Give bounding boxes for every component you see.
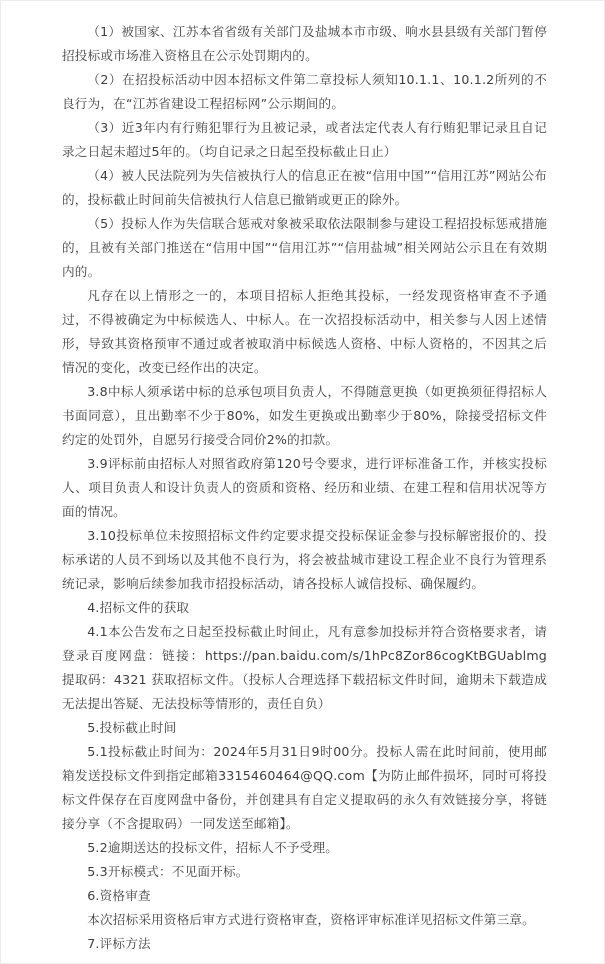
section-7-title: 7.评标方法	[87, 936, 151, 951]
section-5-title: 5.投标截止时间	[87, 720, 177, 735]
clause-5-1: 5.1投标截止时间为：2024年5月31日9时00分。投标人需在此时间前，使用邮箱发送投标文件到指定邮箱3315460464@QQ.com【为防止邮件损坏，同时可将投标文件保存在百度网盘中备份，并创建具有自定义提取码的永久有效链接分享，将链接分享（不含提取码）一同发送至邮箱】。	[62, 744, 547, 831]
clause-5-3: 5.3开标模式：不见面开标。	[87, 864, 249, 879]
ineligibility-clause-4: （4）被人民法院列为失信被执行人的信息正在被“信用中国”“信用江苏”网站公布的，投标截止时间前失信被执行人信息已撤销或更正的除外。	[62, 168, 547, 207]
clause-4-1: 4.1本公告发布之日起至投标截止时间止，凡有意参加投标并符合资格要求者，请登录百度网盘：链接：https://pan.baidu.com/s/1hPc8Zor86cogKtBGUablmg 提取码：4321 获取招标文件。（投标人合理选择下载招标文件时间，逾期未下载造成无法提出答疑、无法投标等情形的，责任自负）	[62, 624, 547, 711]
clause-3-10: 3.10投标单位未按照招标文件约定要求提交投标保证金参与投标解密报价的、投标承诺的人员不到场以及其他不良行为，将会被盐城市建设工程企业不良行为管理系统记录，影响后续参加我市招投标活动，请各投标人诚信投标、确保履约。	[62, 528, 547, 591]
ineligibility-clause-3: （3）近3年内有行贿犯罪行为且被记录，或者法定代表人有行贿犯罪记录且自记录之日起未超过5年的。（均自记录之日起至投标截止日止）	[62, 120, 547, 159]
clause-3-9: 3.9评标前由招标人对照省政府第120号令要求，进行评标准备工作，并核实投标人、项目负责人和设计负责人的资质和资格、经历和业绩、在建工程和信用状况等方面的情况。	[62, 456, 547, 519]
document-body	[62, 20, 547, 956]
ineligibility-clause-2: （2）在招投标活动中因本招标文件第二章投标人须知10.1.1、10.1.2所列的不良行为，在“江苏省建设工程招标网”公示期间的。	[62, 72, 547, 111]
clause-5-2: 5.2逾期送达的投标文件，招标人不予受理。	[87, 840, 339, 855]
ineligibility-clause-5: （5）投标人作为失信联合惩戒对象被采取依法限制参与建设工程招投标惩戒措施的，且被有关部门推送在“信用中国”“信用江苏”“信用盐城”相关网站公示且在有效期内的。	[62, 216, 547, 279]
clause-6-body: 本次招标采用资格后审方式进行资格审查，资格评审标准详见招标文件第三章。	[87, 912, 535, 927]
section-6-title: 6.资格审查	[87, 888, 151, 903]
ineligibility-clause-1: （1）被国家、江苏本省省级有关部门及盐城本市市级、响水县县级有关部门暂停招投标或市场准入资格且在公示处罚期内的。	[62, 24, 547, 63]
rejection-policy: 凡存在以上情形之一的，本项目招标人拒绝其投标，一经发现资格审查不予通过，不得被确定为中标候选人、中标人。在一次招投标活动中，相关参与人因上述情形，导致其资格预审不通过或者被取消中标候选人资格、中标人资格的，不因其之后情况的变化，改变已经作出的决定。	[62, 288, 547, 375]
clause-3-8: 3.8中标人须承诺中标的总承包项目负责人，不得随意更换（如更换须征得招标人书面同意），且出勤率不少于80%，如发生更换或出勤率少于80%，除接受招标文件约定的处罚外，自愿另行接受合同价2%的扣款。	[62, 384, 547, 447]
section-4-title: 4.招标文件的获取	[87, 600, 190, 615]
